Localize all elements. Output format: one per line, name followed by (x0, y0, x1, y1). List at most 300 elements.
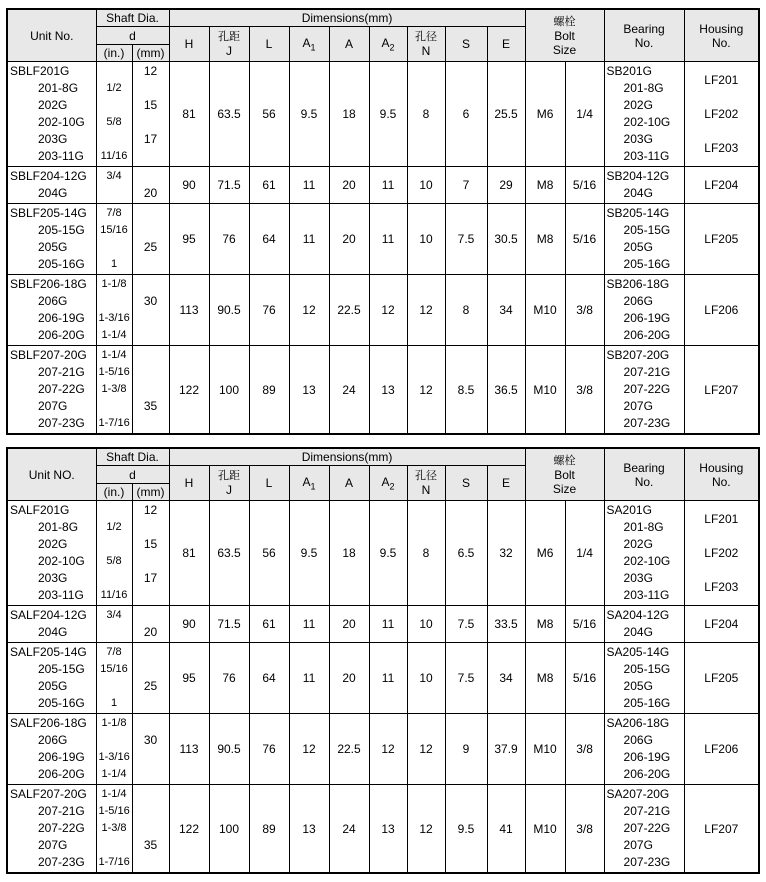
cell-line: 1-3/16 (98, 312, 130, 324)
cell-A: 24 (329, 785, 369, 874)
cell-A2: 12 (369, 714, 407, 785)
cell-shaft-mm (132, 275, 169, 346)
cell-line: 30 (143, 733, 158, 747)
J-label-cn: 孔距 (218, 470, 241, 482)
cell-bolt-metric: M8 (525, 606, 565, 643)
cell-line: 207-21G (623, 365, 671, 379)
bolt-label-en: Bolt (554, 28, 575, 43)
cell-E: 33.5 (487, 606, 525, 643)
col-header-unit-no: Unit NO. (7, 448, 96, 501)
cell-line: 203-11G (623, 149, 670, 163)
cell-J: 90.5 (209, 714, 249, 785)
cell-unit-no (7, 62, 96, 167)
cell-line: 1-1/8 (101, 717, 127, 729)
cell-line (99, 570, 130, 587)
cell-A: 20 (329, 167, 369, 204)
cell-S: 7.5 (445, 204, 487, 275)
cell-line: 206-19G (623, 311, 671, 325)
cell-line: SB207-20G (606, 348, 670, 362)
cell-line: 205-16G (38, 696, 85, 710)
cell-bolt-inch: 1/4 (565, 62, 604, 167)
cell-line (135, 854, 167, 871)
cell-L: 89 (249, 785, 289, 874)
cell-J: 63.5 (209, 501, 249, 606)
cell-line: SA205-14G (606, 645, 670, 659)
cell-line: 35 (143, 838, 158, 852)
cell-shaft-mm (132, 643, 169, 714)
bearing-no-label: No. (634, 35, 654, 50)
col-header-housing-no (684, 9, 759, 62)
table-row (7, 501, 759, 606)
cell-L: 76 (249, 714, 289, 785)
cell-shaft-mm (132, 714, 169, 785)
cell-line (135, 749, 167, 766)
cell-line (99, 732, 130, 749)
cell-line: 206-19G (38, 750, 85, 764)
col-header-J (209, 27, 249, 62)
cell-line: 206-19G (623, 750, 671, 764)
cell-line: 17 (143, 571, 158, 585)
cell-line: 1-1/4 (101, 349, 127, 361)
cell-line: SALF206-18G (10, 716, 87, 730)
cell-line: SA204-12G (606, 608, 670, 622)
cell-line (135, 80, 167, 97)
cell-line: 204G (623, 186, 653, 200)
cell-bolt-metric: M6 (525, 62, 565, 167)
cell-line: SALF205-14G (10, 645, 87, 659)
cell-A2: 11 (369, 606, 407, 643)
cell-line (135, 222, 167, 239)
cell-housing-no: LF204 (684, 606, 759, 643)
cell-line: 1-1/4 (101, 768, 127, 780)
cell-bearing-no (604, 501, 684, 606)
cell-H: 90 (169, 606, 209, 643)
cell-line: 11/16 (100, 589, 128, 601)
cell-line (135, 148, 167, 165)
col-header-d: d (96, 466, 169, 484)
cell-line: SBLF207-20G (10, 348, 87, 362)
bolt-label-cn: 螺栓 (553, 15, 576, 28)
bolt-size-label: Size (552, 481, 577, 496)
cell-line: 207-23G (623, 416, 671, 430)
cell-line: 203G (623, 571, 653, 585)
cell-line: 203G (623, 132, 653, 146)
cell-A2: 13 (369, 785, 407, 874)
cell-A: 20 (329, 204, 369, 275)
cell-E: 30.5 (487, 204, 525, 275)
cell-A2: 9.5 (369, 501, 407, 606)
bolt-label-cn: 螺栓 (553, 454, 576, 467)
cell-bearing-no (604, 167, 684, 204)
cell-line: 1-3/16 (98, 751, 130, 763)
cell-line (99, 678, 130, 695)
cell-A1: 12 (289, 275, 329, 346)
col-header-housing-no (684, 448, 759, 501)
cell-bearing-no (604, 714, 684, 785)
bearing-no-label: No. (634, 474, 654, 489)
cell-line: 1-1/4 (101, 788, 127, 800)
spec-table-sblf (6, 8, 760, 435)
cell-line: LF201 (704, 511, 739, 526)
cell-housing-no: LF206 (684, 714, 759, 785)
cell-line: 20 (143, 625, 158, 639)
cell-shaft-mm (132, 167, 169, 204)
cell-line: 205G (623, 240, 653, 254)
cell-line (135, 205, 167, 222)
cell-L: 89 (249, 346, 289, 435)
col-header-A: A (329, 466, 369, 501)
table-row (7, 643, 759, 714)
cell-line: 3/4 (106, 170, 122, 182)
cell-line: 1 (110, 697, 118, 709)
cell-line: 201-8G (38, 81, 79, 95)
col-header-bearing-no (604, 448, 684, 501)
cell-line (135, 327, 167, 344)
cell-line (99, 502, 130, 519)
cell-S: 8 (445, 275, 487, 346)
cell-bolt-inch: 5/16 (565, 167, 604, 204)
cell-shaft-in (96, 204, 132, 275)
col-header-shaft-dia: Shaft Dia. (96, 9, 169, 27)
cell-line: SALF207-20G (10, 787, 87, 801)
cell-line: 15/16 (100, 224, 128, 236)
N-label-cn: 孔径 (415, 31, 438, 43)
cell-bearing-no (604, 606, 684, 643)
cell-H: 95 (169, 643, 209, 714)
cell-bearing-no (604, 275, 684, 346)
col-header-in: (in.) (96, 484, 132, 501)
cell-line: 1-5/16 (98, 805, 130, 817)
cell-line: 206-20G (38, 328, 85, 342)
cell-line (135, 310, 167, 327)
col-header-bearing-no (604, 9, 684, 62)
cell-line: SB204-12G (606, 169, 670, 183)
cell-line: 1-7/16 (98, 856, 130, 868)
cell-shaft-in (96, 275, 132, 346)
cell-line: 1-3/8 (101, 822, 127, 834)
bolt-size-label: Size (552, 42, 577, 57)
cell-line: 206-20G (623, 328, 671, 342)
cell-line (135, 695, 167, 712)
cell-line (135, 519, 167, 536)
cell-line: LF202 (704, 106, 739, 121)
cell-line: 7/8 (106, 207, 122, 219)
cell-shaft-mm (132, 62, 169, 167)
cell-E: 36.5 (487, 346, 525, 435)
cell-H: 81 (169, 501, 209, 606)
cell-line: SBLF201G (10, 64, 70, 78)
cell-line: 205G (38, 240, 68, 254)
table-row (7, 346, 759, 435)
cell-line: 202G (623, 537, 653, 551)
cell-L: 56 (249, 62, 289, 167)
cell-shaft-in (96, 501, 132, 606)
cell-unit-no (7, 714, 96, 785)
cell-A1: 9.5 (289, 62, 329, 167)
cell-line (135, 803, 167, 820)
cell-A: 22.5 (329, 714, 369, 785)
cell-unit-no (7, 275, 96, 346)
cell-S: 6 (445, 62, 487, 167)
cell-line: 206-19G (38, 311, 85, 325)
cell-shaft-mm (132, 346, 169, 435)
J-label-cn: 孔距 (218, 31, 241, 43)
cell-line: 12 (143, 503, 158, 517)
cell-line: 207G (623, 838, 653, 852)
bearing-label: Bearing (623, 460, 665, 475)
table-row (7, 204, 759, 275)
cell-line: 206-20G (623, 767, 671, 781)
cell-line: SB201G (606, 64, 652, 78)
cell-bolt-inch: 3/8 (565, 714, 604, 785)
cell-A: 24 (329, 346, 369, 435)
col-header-in: (in.) (96, 45, 132, 62)
cell-line (99, 837, 130, 854)
col-header-E: E (487, 466, 525, 501)
cell-S: 7.5 (445, 643, 487, 714)
cell-H: 122 (169, 785, 209, 874)
cell-J: 71.5 (209, 167, 249, 204)
cell-J: 63.5 (209, 62, 249, 167)
cell-line: SBLF205-14G (10, 206, 87, 220)
cell-shaft-in (96, 167, 132, 204)
cell-A: 20 (329, 606, 369, 643)
cell-bolt-metric: M8 (525, 204, 565, 275)
cell-line (135, 715, 167, 732)
bolt-label-en: Bolt (554, 467, 575, 482)
cell-line: 1-5/16 (98, 366, 130, 378)
cell-bolt-metric: M8 (525, 643, 565, 714)
col-header-H: H (169, 27, 209, 62)
col-header-A1: $A_1$ (289, 466, 329, 501)
cell-line (99, 97, 130, 114)
cell-shaft-mm (132, 204, 169, 275)
cell-line (135, 644, 167, 661)
cell-line: 206-20G (38, 767, 85, 781)
cell-L: 64 (249, 643, 289, 714)
cell-J: 71.5 (209, 606, 249, 643)
cell-A1: 13 (289, 346, 329, 435)
cell-line: LF203 (704, 579, 739, 594)
cell-bolt-metric: M10 (525, 785, 565, 874)
cell-shaft-in (96, 606, 132, 643)
cell-line: 202-10G (38, 115, 85, 129)
cell-line (135, 587, 167, 604)
cell-line: 11/16 (100, 150, 128, 162)
cell-line: SA201G (606, 503, 652, 517)
col-header-A1: $A_1$ (289, 27, 329, 62)
cell-housing-no: LF204 (684, 167, 759, 204)
cell-bearing-no (604, 346, 684, 435)
cell-line: SA207-20G (606, 787, 670, 801)
cell-housing-no: LF207 (684, 346, 759, 435)
cell-line: 207-23G (38, 855, 85, 869)
cell-E: 32 (487, 501, 525, 606)
cell-A2: 12 (369, 275, 407, 346)
cell-S: 7 (445, 167, 487, 204)
cell-line: 12 (143, 64, 158, 78)
cell-line: 1-3/8 (101, 383, 127, 395)
cell-A2: 13 (369, 346, 407, 435)
cell-bolt-metric: M8 (525, 167, 565, 204)
cell-housing-no: LF205 (684, 204, 759, 275)
cell-bolt-inch: 3/8 (565, 785, 604, 874)
table-row (7, 606, 759, 643)
cell-shaft-mm (132, 501, 169, 606)
col-header-unit-no: Unit No. (7, 9, 96, 62)
cell-line (135, 381, 167, 398)
cell-J: 100 (209, 785, 249, 874)
table-row (7, 62, 759, 167)
cell-N: 12 (407, 346, 445, 435)
cell-line: 203G (38, 571, 68, 585)
cell-E: 41 (487, 785, 525, 874)
J-label: J (226, 44, 233, 58)
table-row (7, 785, 759, 874)
cell-A1: 11 (289, 167, 329, 204)
cell-line: 203-11G (38, 588, 84, 602)
cell-line: SBLF204-12G (10, 169, 87, 183)
cell-line (135, 347, 167, 364)
cell-line (135, 256, 167, 273)
housing-label: Housing (699, 21, 744, 36)
cell-line: SALF204-12G (10, 608, 87, 622)
cell-line: 15 (143, 98, 158, 112)
cell-line: 35 (143, 399, 158, 413)
cell-line: 205G (623, 679, 653, 693)
cell-A2: 9.5 (369, 62, 407, 167)
cell-line: 207G (623, 399, 653, 413)
cell-line: 204G (38, 625, 68, 639)
cell-line: 207-22G (38, 821, 85, 835)
cell-line (135, 553, 167, 570)
col-header-E: E (487, 27, 525, 62)
cell-line (99, 63, 130, 80)
cell-line (99, 398, 130, 415)
col-header-mm: (mm) (132, 45, 169, 62)
cell-line: 207G (38, 399, 68, 413)
cell-line (99, 293, 130, 310)
cell-line (99, 131, 130, 148)
housing-no-label: No. (711, 35, 731, 50)
cell-L: 56 (249, 501, 289, 606)
col-header-dimensions: Dimensions(mm) (169, 9, 525, 27)
cell-line: 206G (623, 733, 653, 747)
cell-line: 5/8 (106, 555, 122, 567)
cell-line: SB206-18G (606, 277, 670, 291)
N-label: N (421, 483, 431, 497)
cell-H: 113 (169, 714, 209, 785)
cell-line: 205-15G (623, 223, 671, 237)
cell-S: 7.5 (445, 606, 487, 643)
cell-line: 204G (38, 186, 68, 200)
cell-line: 207-22G (38, 382, 85, 396)
J-label: J (226, 483, 233, 497)
cell-E: 25.5 (487, 62, 525, 167)
cell-line: 1-1/4 (101, 329, 127, 341)
col-header-shaft-dia: Shaft Dia. (96, 448, 169, 466)
cell-line: 202-10G (623, 115, 671, 129)
cell-line: 202G (623, 98, 653, 112)
cell-N: 8 (407, 501, 445, 606)
cell-shaft-in (96, 643, 132, 714)
cell-E: 34 (487, 275, 525, 346)
cell-bolt-metric: M6 (525, 501, 565, 606)
cell-H: 90 (169, 167, 209, 204)
cell-unit-no (7, 606, 96, 643)
col-header-dimensions: Dimensions(mm) (169, 448, 525, 466)
cell-A: 20 (329, 643, 369, 714)
housing-no-label: No. (711, 474, 731, 489)
cell-line: LF201 (704, 72, 739, 87)
cell-line (135, 661, 167, 678)
col-header-H: H (169, 466, 209, 501)
cell-line: 207-22G (623, 821, 671, 835)
cell-A1: 13 (289, 785, 329, 874)
cell-line: 206G (38, 733, 68, 747)
cell-S: 9.5 (445, 785, 487, 874)
cell-unit-no (7, 204, 96, 275)
cell-line (135, 766, 167, 783)
cell-bolt-inch: 1/4 (565, 501, 604, 606)
cell-line (135, 786, 167, 803)
cell-line: 205-15G (38, 223, 85, 237)
cell-line: 205-16G (38, 257, 85, 271)
cell-H: 122 (169, 346, 209, 435)
cell-H: 95 (169, 204, 209, 275)
cell-bearing-no (604, 785, 684, 874)
col-header-L: L (249, 27, 289, 62)
cell-line: 5/8 (106, 116, 122, 128)
cell-N: 10 (407, 204, 445, 275)
cell-housing-no (684, 501, 759, 606)
cell-line (135, 168, 167, 185)
spec-table-salf (6, 447, 760, 874)
cell-line (99, 239, 130, 256)
cell-shaft-mm (132, 606, 169, 643)
cell-N: 10 (407, 643, 445, 714)
cell-line: 204G (623, 625, 653, 639)
cell-line: 205G (38, 679, 68, 693)
N-label: N (421, 44, 431, 58)
cell-line: 206G (623, 294, 653, 308)
cell-bolt-metric: M10 (525, 346, 565, 435)
col-header-A2: $A_2$ (369, 466, 407, 501)
col-header-J (209, 466, 249, 501)
cell-line: 205-15G (623, 662, 671, 676)
cell-line (135, 415, 167, 432)
housing-label: Housing (699, 460, 744, 475)
cell-A1: 11 (289, 204, 329, 275)
cell-bolt-inch: 5/16 (565, 606, 604, 643)
cell-J: 90.5 (209, 275, 249, 346)
cell-line: 15/16 (100, 663, 128, 675)
cell-unit-no (7, 785, 96, 874)
cell-shaft-in (96, 346, 132, 435)
cell-line: 205-16G (623, 696, 671, 710)
cell-line: 25 (143, 679, 158, 693)
cell-J: 76 (209, 643, 249, 714)
cell-bolt-metric: M10 (525, 275, 565, 346)
cell-line: SA206-18G (606, 716, 670, 730)
cell-line (99, 185, 130, 202)
cell-unit-no (7, 501, 96, 606)
table-row (7, 275, 759, 346)
col-header-N (407, 466, 445, 501)
cell-line: 201-8G (38, 520, 79, 534)
cell-line: 203G (38, 132, 68, 146)
table-row (7, 714, 759, 785)
